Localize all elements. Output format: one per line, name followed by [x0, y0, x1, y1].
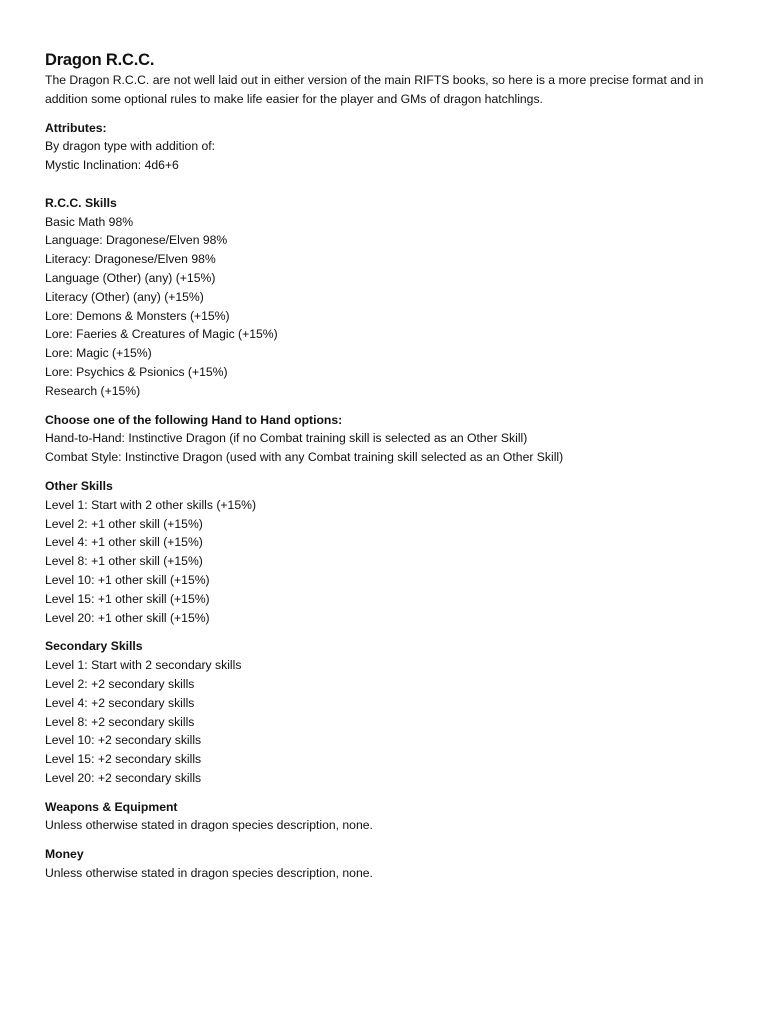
money-section [45, 845, 735, 883]
other-skills-level: Level 20: +1 other skill (+15%) [45, 610, 210, 625]
secondary-skills-level: Level 15: +2 secondary skills [45, 752, 202, 767]
rcc-skills-section [45, 194, 735, 401]
rcc-skill-item: Language (Other) (any) (+15%) [45, 270, 216, 285]
hand-to-hand-section [45, 411, 735, 467]
secondary-skills-level: Level 10: +2 secondary skills [45, 733, 202, 748]
attributes-heading: Attributes: [45, 120, 107, 135]
rcc-skill-item: Lore: Magic (+15%) [45, 346, 152, 361]
secondary-skills-heading: Secondary Skills [45, 639, 143, 654]
secondary-skills-level: Level 2: +2 secondary skills [45, 676, 195, 691]
secondary-skills-level: Level 20: +2 secondary skills [45, 770, 202, 785]
other-skills-level: Level 2: +1 other skill (+15%) [45, 516, 203, 531]
secondary-skills-level: Level 1: Start with 2 secondary skills [45, 658, 242, 673]
weapons-section [45, 798, 735, 836]
rcc-skill-item: Research (+15%) [45, 383, 141, 398]
other-skills-level: Level 10: +1 other skill (+15%) [45, 572, 210, 587]
attributes-line: Mystic Inclination: 4d6+6 [45, 158, 179, 173]
rcc-skill-item: Lore: Psychics & Psionics (+15%) [45, 364, 228, 379]
money-heading: Money [45, 847, 84, 862]
rcc-skill-item: Lore: Faeries & Creatures of Magic (+15%) [45, 327, 278, 342]
hand-to-hand-heading: Choose one of the following Hand to Hand options: [45, 412, 343, 427]
other-skills-level: Level 15: +1 other skill (+15%) [45, 591, 210, 606]
rcc-skill-item: Lore: Demons & Monsters (+15%) [45, 308, 230, 323]
money-text: Unless otherwise stated in dragon species description, none. [45, 866, 373, 881]
rcc-skill-item: Literacy: Dragonese/Elven 98% [45, 252, 216, 267]
attributes-section [45, 119, 735, 194]
blank-line [45, 175, 735, 194]
other-skills-heading: Other Skills [45, 478, 113, 493]
document-page [45, 50, 735, 883]
secondary-skills-section [45, 637, 735, 787]
other-skills-section [45, 477, 735, 627]
secondary-skills-level: Level 4: +2 secondary skills [45, 695, 195, 710]
weapons-heading: Weapons & Equipment [45, 799, 178, 814]
weapons-text: Unless otherwise stated in dragon species description, none. [45, 818, 373, 833]
intro-paragraph: The Dragon R.C.C. are not well laid out in either version of the main RIFTS books, so here is a more precise format and in addition some optional rules to make life easier for the player and GMs of dragon hatchlings. [45, 73, 704, 106]
other-skills-level: Level 1: Start with 2 other skills (+15%) [45, 497, 257, 512]
rcc-skill-item: Basic Math 98% [45, 214, 134, 229]
rcc-skill-item: Literacy (Other) (any) (+15%) [45, 289, 204, 304]
other-skills-level: Level 4: +1 other skill (+15%) [45, 535, 203, 550]
rcc-skill-item: Language: Dragonese/Elven 98% [45, 233, 228, 248]
rcc-skills-heading: R.C.C. Skills [45, 195, 117, 210]
secondary-skills-level: Level 8: +2 secondary skills [45, 714, 195, 729]
hand-to-hand-option: Combat Style: Instinctive Dragon (used with any Combat training skill selected as an Other Skill) [45, 450, 564, 465]
document-title: Dragon R.C.C. [45, 51, 155, 69]
attributes-line: By dragon type with addition of: [45, 139, 216, 154]
other-skills-level: Level 8: +1 other skill (+15%) [45, 554, 203, 569]
hand-to-hand-option: Hand-to-Hand: Instinctive Dragon (if no Combat training skill is selected as an Other Skill) [45, 431, 528, 446]
